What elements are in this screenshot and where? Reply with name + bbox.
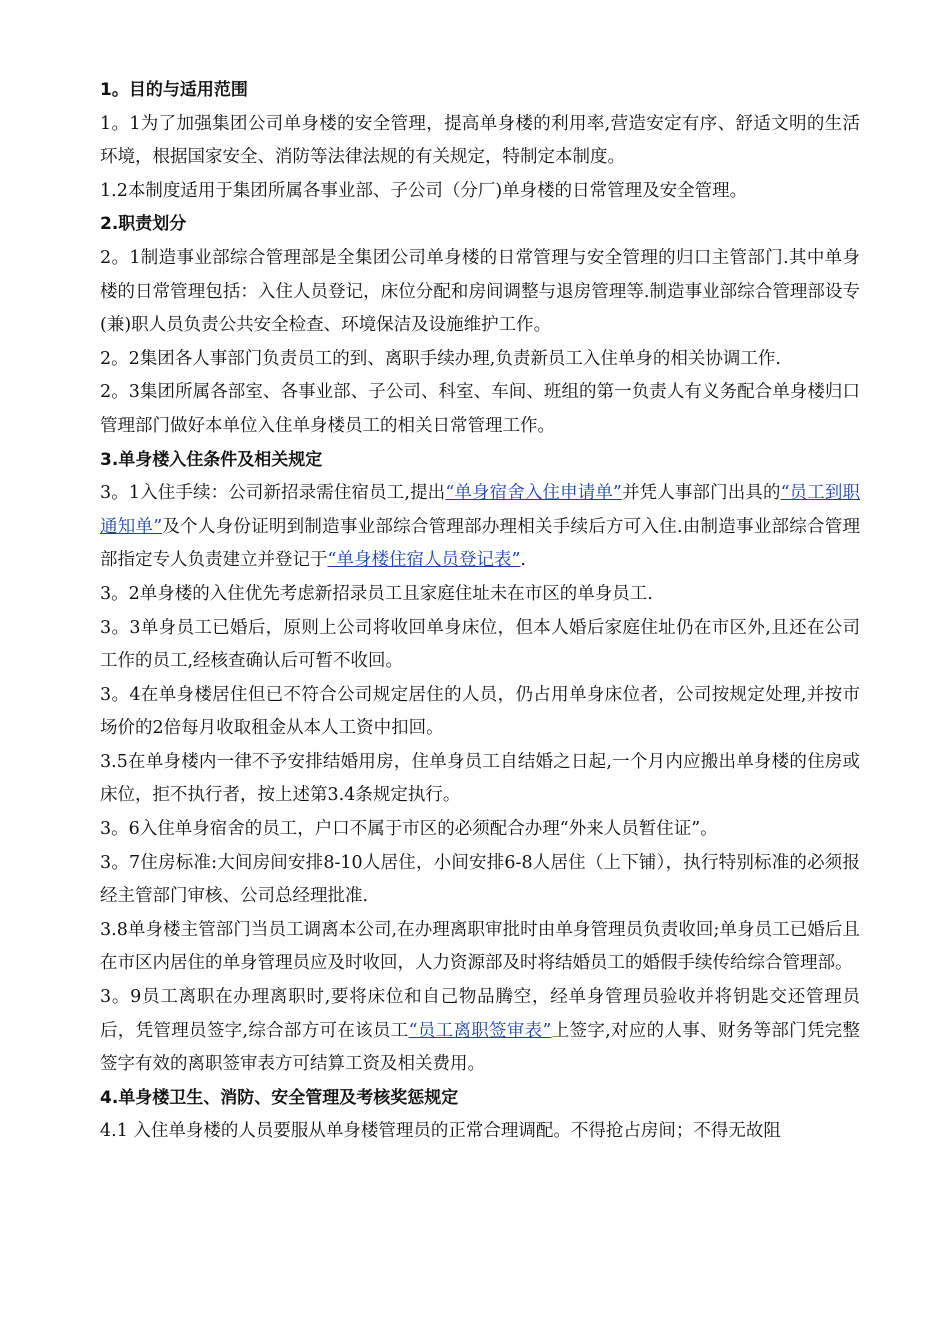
paragraph: 3。6入住单身宿舍的员工，户口不属于市区的必须配合办理“外来人员暂住证”。 [100,819,718,840]
paragraph-text: 3。1入住手续：公司新招录需住宿员工,提出 [100,483,446,504]
section-heading: 1。目的与适用范围 [100,80,248,100]
paragraph: 3。7住房标准:大间房间安排8-10人居住，小间安排6-8人居住（上下铺），执行特别标准的必须报经主管部门审核、公司总经理批准. [100,852,860,907]
paragraph: 1.2本制度适用于集团所属各事业部、子公司（分厂)单身楼的日常管理及安全管理。 [100,180,748,201]
resident-registration-form-link[interactable]: “单身楼住宿人员登记表” [327,550,521,571]
section-heading: 4.单身楼卫生、消防、安全管理及考核奖惩规定 [100,1087,459,1108]
paragraph: 1。1为了加强集团公司单身楼的安全管理，提高单身楼的利用率,营造安定有序、舒适文明的生活环境，根据国家安全、消防等法律法规的有关规定，特制定本制度。 [100,113,860,168]
paragraph: 2。1制造事业部综合管理部是全集团公司单身楼的日常管理与安全管理的归口主管部门.其中单身楼的日常管理包括：入住人员登记，床位分配和房间调整与退房管理等.制造事业部综合管理部设专(兼)职人员负责公共安全检查、环境保洁及设施维护工作。 [100,247,860,336]
section-heading: 3.单身楼入住条件及相关规定 [100,449,323,470]
paragraph-text: 及个人身份证明到制造事业部综合管理部办理相关手续后方可入住.由制造事业部综合管理部指定专人负责建立并登记于 [100,516,861,571]
paragraph: 3.5在单身楼内一律不予安排结婚用房，住单身员工自结婚之日起,一个月内应搬出单身楼的住房或床位，拒不执行者，按上述第3.4条规定执行。 [100,751,860,806]
paragraph: 3。3单身员工已婚后，原则上公司将收回单身床位，但本人婚后家庭住址仍在市区外,且还在公司工作的员工,经核查确认后可暂不收回。 [100,617,860,672]
employee-onboarding-notice-link[interactable]: “员工到职通知单” [100,483,860,537]
paragraph-text: 3。9员工离职在办理离职时,要将床位和自己物品腾空，经单身管理员验收并将钥匙交还管理员后，凭管理员签字,综合部方可在该员工 [100,987,860,1041]
paragraph: 4.1 入住单身楼的人员要服从单身楼管理员的正常合理调配。不得抢占房间；不得无故阻 [100,1121,781,1142]
paragraph-text: 并凭人事部门出具的 [621,483,781,504]
dorm-application-form-link[interactable]: “单身宿舍入住申请单” [445,483,622,504]
document-body [100,74,860,1149]
paragraph: 3。2单身楼的入住优先考虑新招录员工且家庭住址未在市区的单身员工. [100,583,653,604]
paragraph [100,981,860,1082]
paragraph: 2。3集团所属各部室、各事业部、子公司、科室、车间、班组的第一负责人有义务配合单身楼归口管理部门做好本单位入住单身楼员工的相关日常管理工作。 [100,382,860,436]
paragraph-text: . [520,550,526,571]
paragraph-text: 上签字,对应的人事、财务等部门凭完整签字有效的离职签审表方可结算工资及相关费用。 [100,1020,860,1075]
paragraph: 3.8单身楼主管部门当员工调离本公司,在办理离职审批时由单身管理员负责收回;单身员工已婚后且在市区内居住的单身管理员应及时收回，人力资源部及时将结婚员工的婚假手续传给综合管理部。 [100,919,860,974]
paragraph: 2。2集团各人事部门负责员工的到、离职手续办理,负责新员工入住单身的相关协调工作. [100,348,781,369]
section-heading: 2.职责划分 [100,214,187,235]
resignation-approval-form-link[interactable]: “员工离职签审表” [408,1020,552,1041]
paragraph: 3。4在单身楼居住但已不符合公司规定居住的人员，仍占用单身床位者，公司按规定处理,并按市场价的2倍每月收取租金从本人工资中扣回。 [100,684,860,739]
paragraph [100,477,860,578]
